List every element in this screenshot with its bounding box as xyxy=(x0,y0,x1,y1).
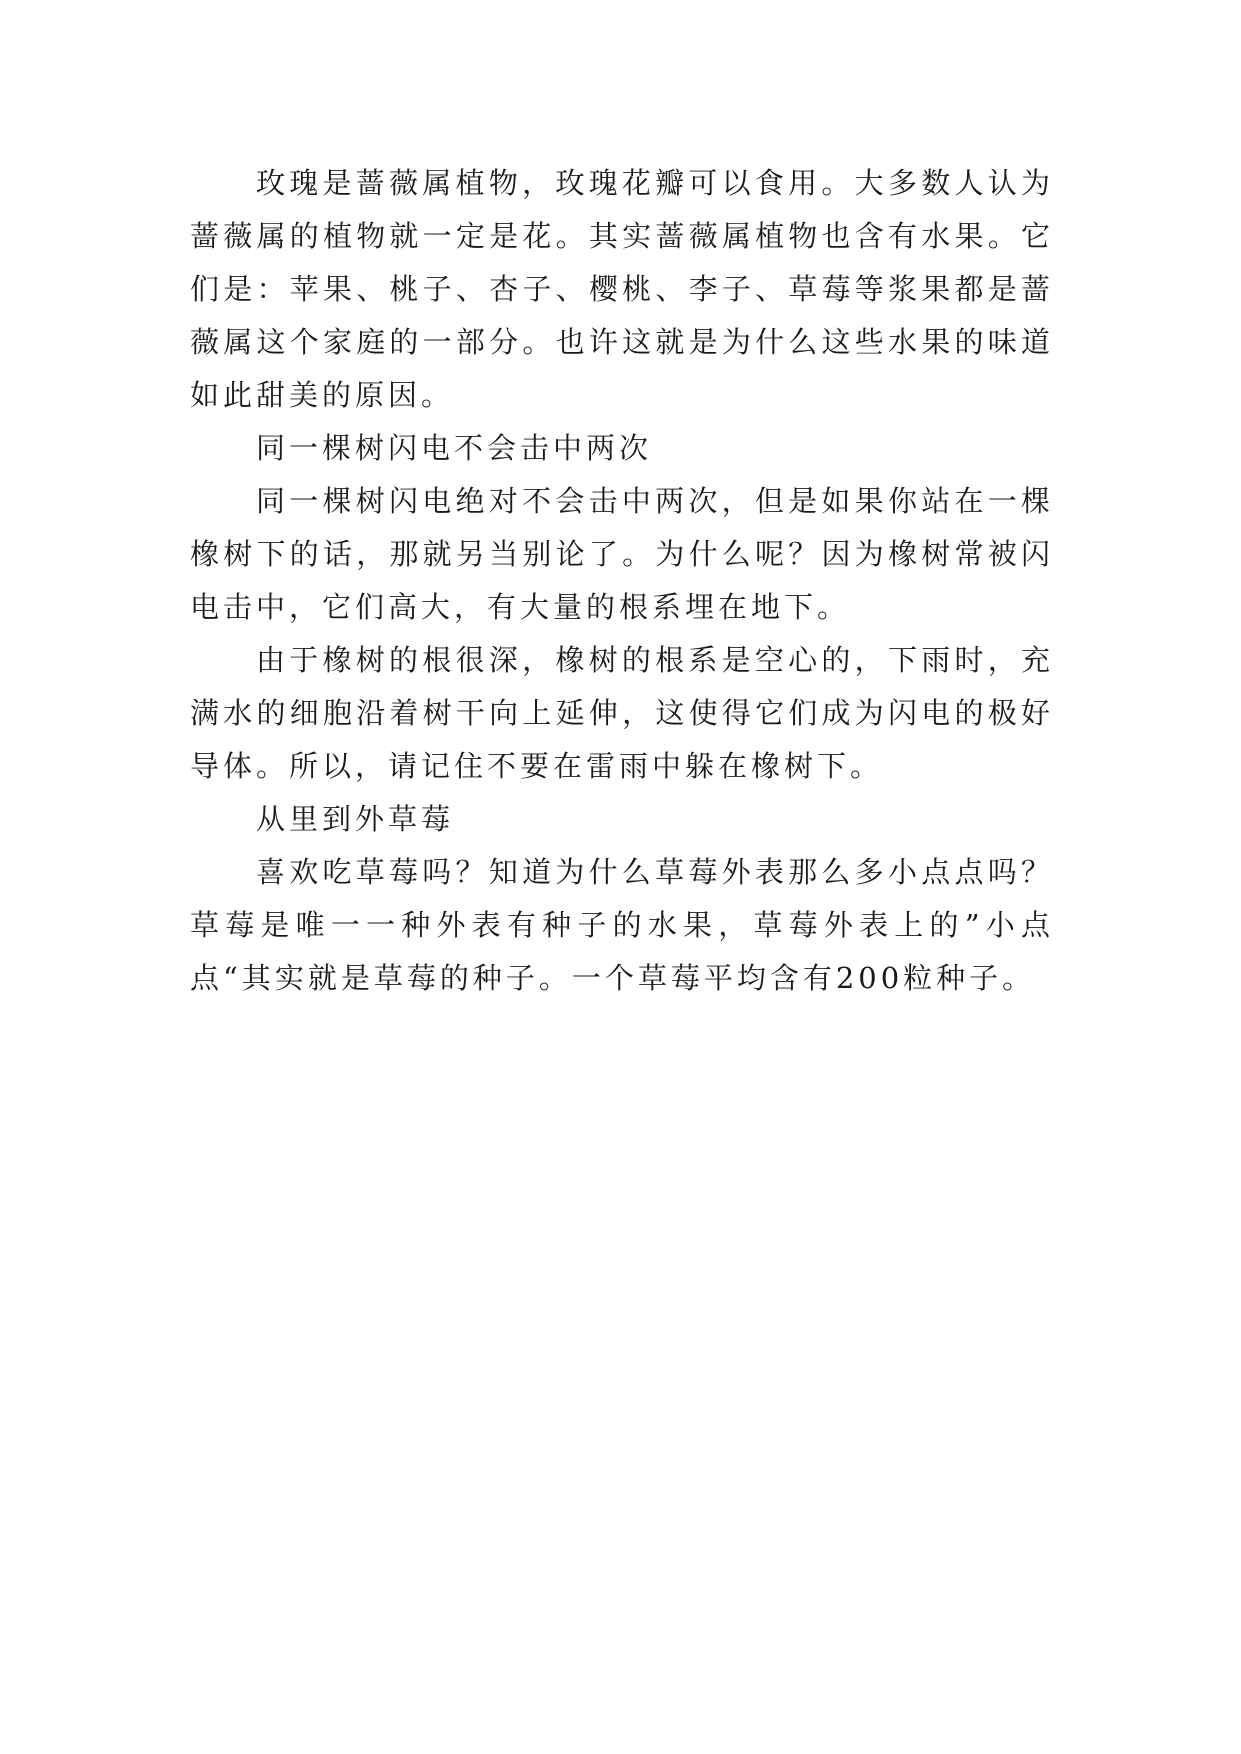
paragraph-lightning-1: 同一棵树闪电绝对不会击中两次，但是如果你站在一棵橡树下的话，那就另当别论了。为什么呢？因为橡树常被闪电击中，它们高大，有大量的根系埋在地下。 xyxy=(190,484,1054,624)
paragraph-lightning-2: 由于橡树的根很深，橡树的根系是空心的，下雨时，充满水的细胞沿着树干向上延伸，这使得它们成为闪电的极好导体。所以，请记住不要在雷雨中躲在橡树下。 xyxy=(190,643,1054,783)
paragraph-rose: 玫瑰是蔷薇属植物，玫瑰花瓣可以食用。大多数人认为蔷薇属的植物就一定是花。其实蔷薇属植物也含有水果。它们是：苹果、桃子、杏子、樱桃、李子、草莓等浆果都是蔷薇属这个家庭的一部分。也许这就是为什么这些水果的味道如此甜美的原因。 xyxy=(190,166,1054,412)
heading-strawberry: 从里到外草莓 xyxy=(256,802,455,836)
document-body xyxy=(190,157,1054,1005)
heading-lightning: 同一棵树闪电不会击中两次 xyxy=(256,431,653,465)
paragraph-strawberry: 喜欢吃草莓吗？知道为什么草莓外表那么多小点点吗？草莓是唯一一种外表有种子的水果，草莓外表上的”小点点“其实就是草莓的种子。一个草莓平均含有200粒种子。 xyxy=(190,855,1054,995)
